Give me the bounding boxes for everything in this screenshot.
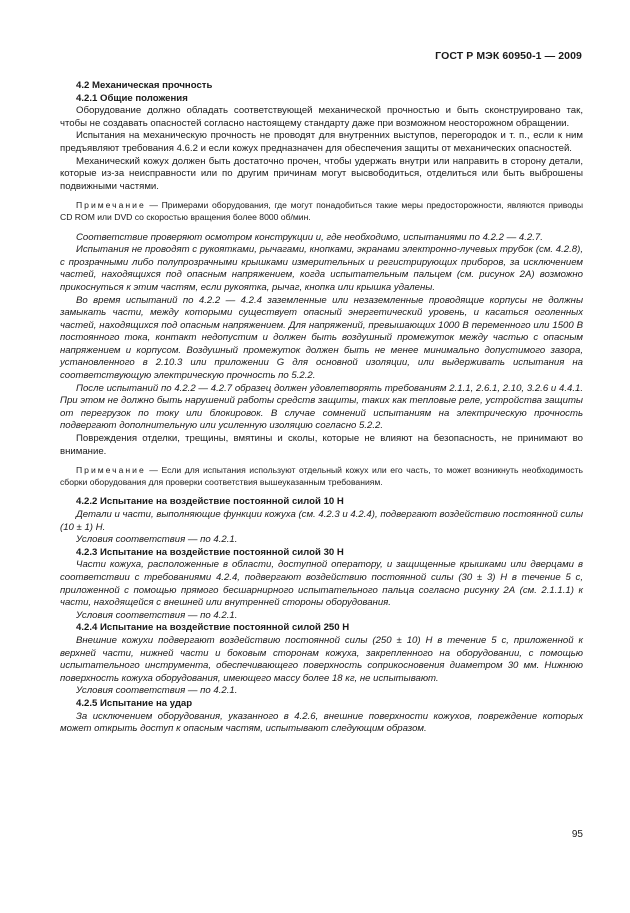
paragraph: Повреждения отделки, трещины, вмятины и сколы, которые не влияют на безопасность, не принимают во внимание. <box>60 433 583 457</box>
section-heading-4-2-3: 4.2.3 Испытание на воздействие постоянной силой 30 Н <box>76 546 344 558</box>
section-heading-4-2-5: 4.2.5 Испытание на удар <box>76 697 193 709</box>
note <box>60 465 583 488</box>
note <box>60 200 583 223</box>
section-heading-4-2-1: 4.2.1 Общие положения <box>76 92 188 104</box>
paragraph: Во время испытаний по 4.2.2 — 4.2.4 заземленные или незаземленные проводящие корпусы не должны замыкать части, между которыми существует опасный энергетический уровень, и касаться оголенных частей, находящихся под опасным напряжением. Для напряжений, превышающих 1000 В переменного или 1500 В постоянного тока, контакт недопустим и должен быть воздушный промежуток между частью с опасным напряжением и корпусом. Воздушный промежуток должен быть не менее минимально допустимого зазора, установленного в 2.10.3 или приложении G для основной изоляции, или выдерживать испытания на соответствующую электрическую прочность по 5.2.2. <box>60 294 583 382</box>
paragraph: После испытаний по 4.2.2 — 4.2.7 образец должен удовлетворять требованиям 2.1.1, 2.6.1, 2.10, 3.2.6 и 4.4.1. При этом не должно быть нарушений работы средств защиты, таких как тепловые реле, устройства защиты от перегрузок по току или блокировок. В случае сомнений испытаниям на электрическую прочность подвергают дополнительную или усиленную изоляцию согласно 5.2.2. <box>60 382 583 432</box>
document-body <box>60 80 583 736</box>
note-label: Примечание <box>76 465 146 476</box>
note-label: Примечание <box>76 200 146 211</box>
document-header: ГОСТ Р МЭК 60950-1 — 2009 <box>435 50 582 62</box>
section-heading-4-2-4: 4.2.4 Испытание на воздействие постоянной силой 250 Н <box>76 622 350 634</box>
paragraph: Детали и части, выполняющие функции кожуха (см. 4.2.3 и 4.2.4), подвергают воздействию постоянной силы (10 ± 1) Н. <box>60 509 583 533</box>
paragraph: За исключением оборудования, указанного в 4.2.6, внешние поверхности кожухов, повреждение которых может открыть доступ к опасным частям, испытывают следующим образом. <box>60 710 583 735</box>
note-text: — Примерами оборудования, где могут понадобиться такие меры предосторожности, являются приводы CD ROM или DVD со скоростью вращения более 8000 об/мин. <box>60 200 583 222</box>
paragraph: Условия соответствия — по 4.2.1. <box>76 534 238 546</box>
paragraph: Части кожуха, расположенные в области, доступной оператору, и защищенные крышками или дверцами в соответствии с требованиями 4.2.4, подвергают воздействию постоянной силы (30 ± 3) Н в течение 5 с, приложенной с помощью прямого бесшарнирного испытательного пальца согласно рисунку 2А (см. 2.1.1.1) к части, находящейся с внешней или внутренней стороны оборудования. <box>60 559 583 609</box>
note-text: — Если для испытания используют отдельный кожух или его часть, то может возникнуть необходимость сборки оборудования для проверки соответствия вышеуказанным требованиям. <box>60 465 583 487</box>
paragraph: Условия соответствия — по 4.2.1. <box>76 609 238 621</box>
section-heading-4-2-2: 4.2.2 Испытание на воздействие постоянной силой 10 Н <box>76 496 344 508</box>
paragraph: Оборудование должно обладать соответствующей механической прочностью и быть сконструировано так, чтобы не создавать опасностей согласно настоящему стандарту даже при возможном неосторожном обращении. <box>60 105 583 129</box>
paragraph: Условия соответствия — по 4.2.1. <box>76 685 238 697</box>
paragraph: Соответствие проверяют осмотром конструкции и, где необходимо, испытаниями по 4.2.2 — 4.2.7. <box>76 231 543 243</box>
paragraph: Внешние кожухи подвергают воздействию постоянной силы (250 ± 10) Н в течение 5 с, приложенной к верхней части, нижней части и боковым сторонам кожуха, закрепленного на оборудовании, с помощью испытательного инструмента, обеспечивающего поверхность соприкосновения диаметром 30 мм. Нижнюю поверхность кожуха оборудования, имеющего массу более 18 кг, не испытывают. <box>60 634 583 684</box>
section-heading-4-2: 4.2 Механическая прочность <box>76 80 213 91</box>
paragraph: Испытания не проводят с рукоятками, рычагами, кнопками, экранами электронно-лучевых трубок (см. 4.2.8), с прозрачными либо полупрозрачными крышками измерительных и регистрирующих приборов, за исключением частей, находящихся под опасным напряжением, когда испытательным пальцем (см. рисунок 2А) возможно прикоснуться к этим частям, если рукоятка, рычаг, кнопка или крышка удалены. <box>60 244 583 293</box>
paragraph: Испытания на механическую прочность не проводят для внутренних выступов, перегородок и т. п., если к ним предъявляют требования 4.6.2 и если кожух предназначен для обеспечения защиты от механических опасностей. <box>60 130 583 154</box>
paragraph: Механический кожух должен быть достаточно прочен, чтобы удержать внутри или направить в сторону детали, которые из-за неисправности или по другим причинам могут высвободиться, отделиться или быть выброшены подвижными частями. <box>60 155 583 192</box>
page-number: 95 <box>571 829 583 840</box>
